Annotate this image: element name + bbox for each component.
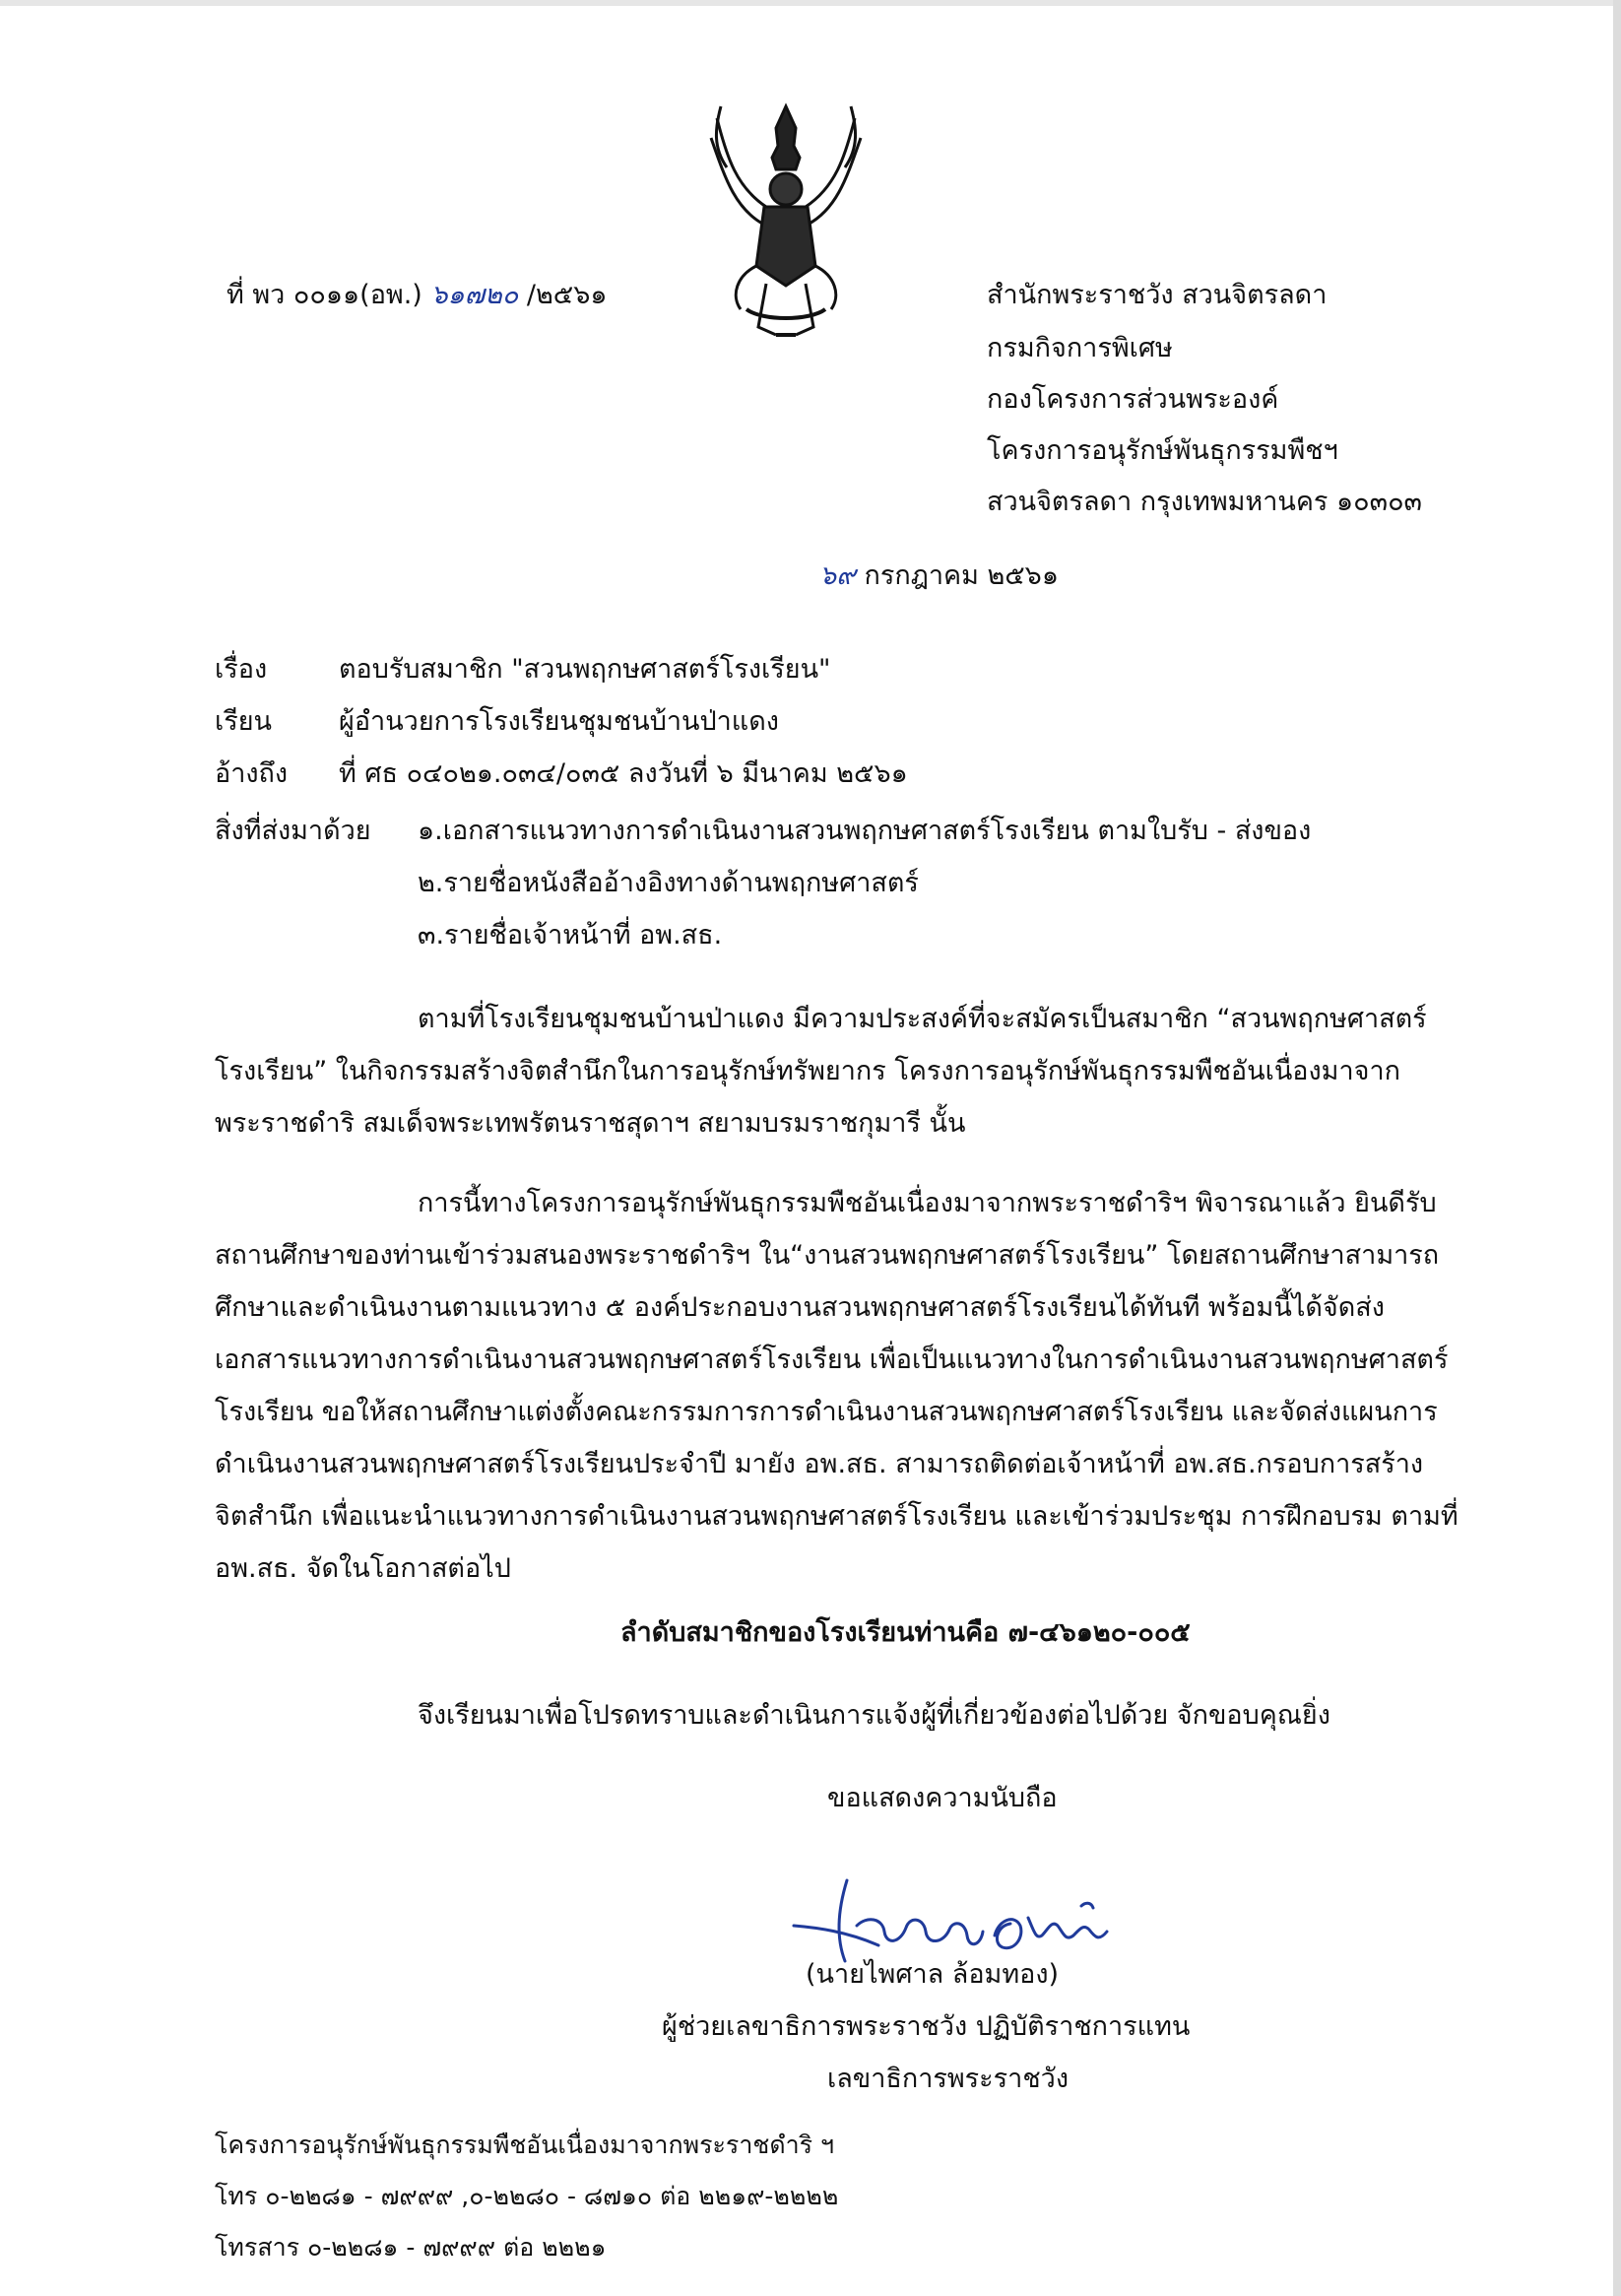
- paragraph-line: ดำเนินงานสวนพฤกษศาสตร์โรงเรียนประจำปี มายัง อพ.สธ. สามารถติดต่อเจ้าหน้าที่ อพ.สธ.กรอบการสร้าง: [215, 1449, 1424, 1479]
- office-line: สวนจิตรลดา กรุงเทพมหานคร ๑๐๓๐๓: [987, 487, 1423, 517]
- to-text: ผู้อำนวยการโรงเรียนชุมชนบ้านป่าแดง: [339, 706, 779, 737]
- ref-prefix: ที่ พว ๐๐๑๑(อพ.): [227, 280, 422, 310]
- enclosure-item: ๒.รายชื่อหนังสืออ้างอิงทางด้านพฤกษศาสตร์: [418, 868, 919, 898]
- reference-label: อ้างถึง: [215, 758, 289, 789]
- garuda-emblem-icon: [707, 98, 865, 341]
- paragraph-line: ศึกษาและดำเนินงานตามแนวทาง ๕ องค์ประกอบงานสวนพฤกษศาสตร์โรงเรียนได้ทันที พร้อมนี้ได้จัดส่ง: [215, 1292, 1385, 1323]
- letter-date: [819, 557, 1059, 596]
- paragraph-line: ตามที่โรงเรียนชุมชนบ้านป่าแดง มีความประสงค์ที่จะสมัครเป็นสมาชิก “สวนพฤกษศาสตร์: [418, 1004, 1427, 1034]
- subject-text: ตอบรับสมาชิก "สวนพฤกษศาสตร์โรงเรียน": [339, 654, 831, 685]
- signer-name: (นายไพศาล ล้อมทอง): [806, 1959, 1060, 1990]
- office-line: โครงการอนุรักษ์พันธุกรรมพืชฯ: [987, 435, 1338, 466]
- paragraph-line: โรงเรียน” ในกิจกรรมสร้างจิตสำนึกในการอนุรักษ์ทรัพยากร โครงการอนุรักษ์พันธุกรรมพืชอันเนื่องมาจาก: [215, 1056, 1400, 1086]
- reference-text: ที่ ศธ ๐๔๐๒๑.๐๓๔/๐๓๕ ลงวันที่ ๖ มีนาคม ๒๕๖๑: [339, 758, 908, 789]
- to-label: เรียน: [215, 706, 273, 737]
- subject-label: เรื่อง: [215, 654, 268, 685]
- paragraph-line: จิตสำนึก เพื่อแนะนำแนวทางการดำเนินงานสวนพฤกษศาสตร์โรงเรียน และเข้าร่วมประชุม การฝึกอบรม ตามที่: [215, 1501, 1459, 1532]
- enclosure-label: สิ่งที่ส่งมาด้วย: [215, 816, 371, 846]
- member-number: ลำดับสมาชิกของโรงเรียนท่านคือ ๗-๔๖๑๒๐-๐๐๕: [620, 1617, 1191, 1648]
- paragraph-line: พระราชดำริ สมเด็จพระเทพรัตนราชสุดาฯ สยามบรมราชกุมารี นั้น: [215, 1108, 966, 1139]
- paragraph-line: โรงเรียน ขอให้สถานศึกษาแต่งตั้งคณะกรรมการการดำเนินงานสวนพฤกษศาสตร์โรงเรียน และจัดส่งแผนการ: [215, 1397, 1438, 1427]
- office-line: กรมกิจการพิเศษ: [987, 333, 1173, 363]
- date-handwritten: ๖๙: [819, 560, 856, 591]
- signer-position: ผู้ช่วยเลขาธิการพระราชวัง ปฏิบัติราชการแทน: [662, 2011, 1191, 2042]
- ref-number: [227, 276, 607, 315]
- enclosure-item: ๓.รายชื่อเจ้าหน้าที่ อพ.สธ.: [418, 920, 723, 951]
- paragraph-line: เอกสารแนวทางการดำเนินงานสวนพฤกษศาสตร์โรงเรียน เพื่อเป็นแนวทางในการดำเนินงานสวนพฤกษศาสตร์: [215, 1345, 1449, 1375]
- salutation: ขอแสดงความนับถือ: [827, 1783, 1058, 1813]
- ref-suffix: /๒๕๖๑: [526, 280, 608, 310]
- enclosure-item: ๑.เอกสารแนวทางการดำเนินงานสวนพฤกษศาสตร์โรงเรียน ตามใบรับ - ส่งของ: [418, 816, 1312, 846]
- paragraph-line: การนี้ทางโครงการอนุรักษ์พันธุกรรมพืชอันเนื่องมาจากพระราชดำริฯ พิจารณาแล้ว ยินดีรับ: [418, 1188, 1437, 1218]
- footer-line: โทร ๐-๒๒๘๑ - ๗๙๙๙ ,๐-๒๒๘๐ - ๘๗๑๐ ต่อ ๒๒๑๙-๒๒๒๒: [215, 2182, 839, 2210]
- office-line: กองโครงการส่วนพระองค์: [987, 384, 1279, 415]
- footer-line: โครงการอนุรักษ์พันธุกรรมพืชอันเนื่องมาจากพระราชดำริ ฯ: [215, 2131, 835, 2159]
- paragraph-line: สถานศึกษาของท่านเข้าร่วมสนองพระราชดำริฯ ใน“งานสวนพฤกษศาสตร์โรงเรียน” โดยสถานศึกษาสามารถ: [215, 1240, 1440, 1271]
- paragraph-line: อพ.สธ. จัดในโอกาสต่อไป: [215, 1553, 511, 1584]
- ref-handwritten: ๖๑๗๒๐: [430, 280, 519, 310]
- scan-edge-right: [1613, 0, 1621, 2296]
- date-text: กรกฎาคม ๒๕๖๑: [864, 560, 1059, 591]
- signer-position: เลขาธิการพระราชวัง: [827, 2064, 1070, 2094]
- closing-sentence: จึงเรียนมาเพื่อโปรดทราบและดำเนินการแจ้งผู้ที่เกี่ยวข้องต่อไปด้วย จักขอบคุณยิ่ง: [418, 1700, 1330, 1731]
- office-line: สำนักพระราชวัง สวนจิตรลดา: [987, 280, 1328, 310]
- scan-edge-top: [0, 0, 1621, 6]
- footer-line: โทรสาร ๐-๒๒๘๑ - ๗๙๙๙ ต่อ ๒๒๒๑: [215, 2233, 607, 2262]
